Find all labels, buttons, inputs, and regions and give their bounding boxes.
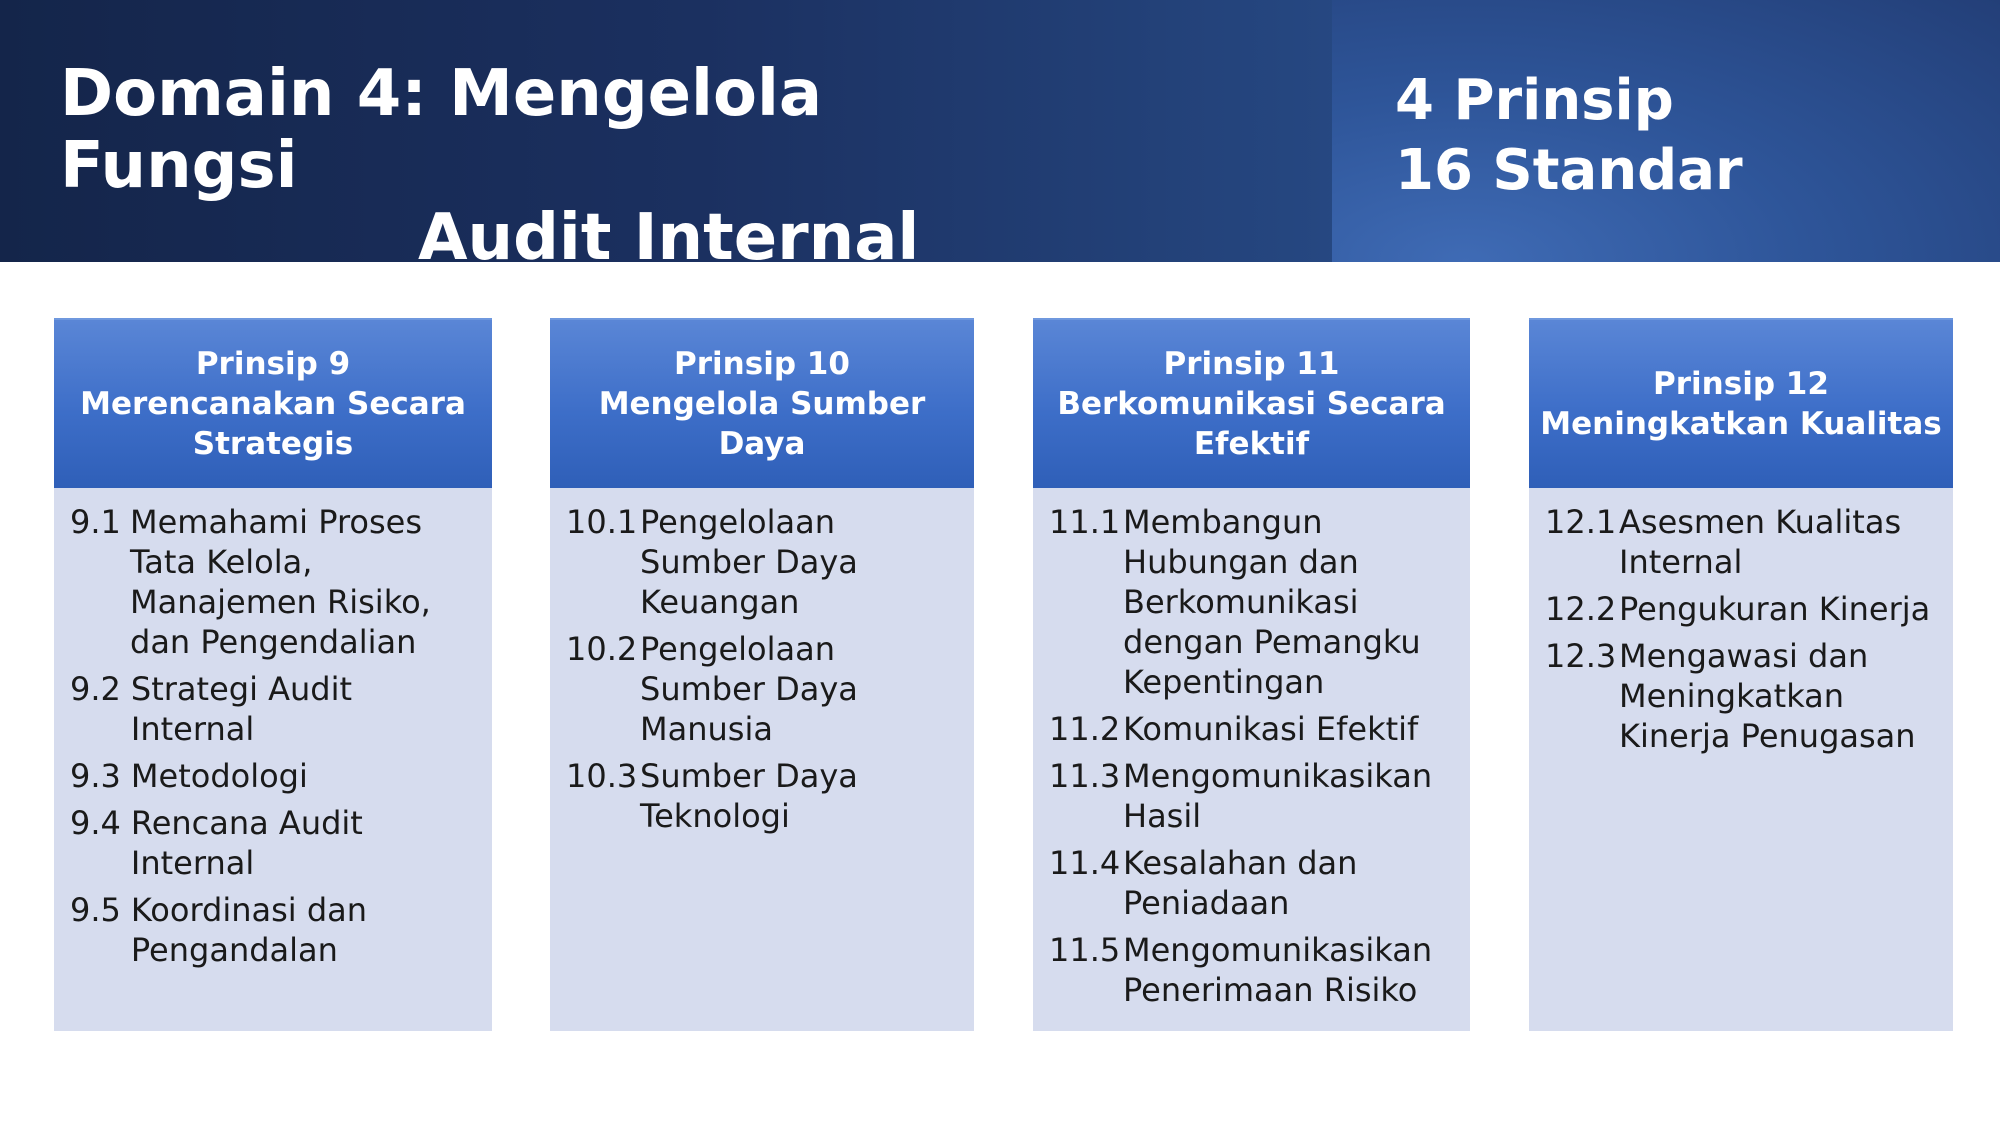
standard-title: Mengawasi dan Meningkatkan Kinerja Penugasan	[1619, 637, 1916, 755]
standard-number: 11.2	[1049, 710, 1121, 748]
standard-number: 9.4	[70, 804, 121, 842]
card-body	[1033, 488, 1470, 1031]
standard-number: 9.3	[70, 757, 121, 795]
card-header	[1529, 318, 1953, 488]
standard-title: Asesmen Kualitas Internal	[1619, 503, 1902, 581]
card-principle-number: Prinsip 10	[674, 346, 850, 382]
card-header	[550, 318, 974, 488]
standard-item	[70, 756, 478, 796]
standard-item	[70, 803, 478, 883]
standard-title: Memahami Proses Tata Kelola, Manajemen Risiko, dan Pengendalian	[130, 503, 431, 661]
card-principle-title: Meningkatkan Kualitas	[1540, 406, 1942, 442]
standard-title: Rencana Audit Internal	[130, 804, 363, 882]
standard-item	[566, 756, 960, 836]
card-principle-title: Berkomunikasi Secara	[1057, 386, 1446, 422]
standard-item	[70, 502, 478, 662]
standard-number: 10.1	[566, 503, 638, 541]
card-principle-title: Merencanakan Secara	[80, 386, 466, 422]
standard-number: 9.5	[70, 891, 121, 929]
slide-title	[60, 58, 1020, 274]
standard-title: Strategi Audit Internal	[130, 670, 353, 748]
standard-item	[566, 502, 960, 622]
standard-item	[566, 629, 960, 749]
standard-title: Metodologi	[130, 757, 308, 795]
principle-count: 4 Prinsip	[1395, 68, 1674, 133]
standard-item	[70, 669, 478, 749]
standard-number: 11.1	[1049, 503, 1121, 541]
card-principle-number: Prinsip 11	[1163, 346, 1340, 382]
standard-title: Pengukuran Kinerja	[1619, 590, 1931, 628]
standard-title: Sumber Daya Teknologi	[640, 757, 858, 835]
standard-title: Pengelolaan Sumber Daya Keuangan	[640, 503, 858, 621]
principle-card-11	[1033, 318, 1470, 1031]
principle-card-9	[54, 318, 492, 1031]
standard-item	[1049, 502, 1456, 702]
standard-number: 11.5	[1049, 931, 1121, 969]
standard-item	[1049, 843, 1456, 923]
card-body	[550, 488, 974, 1031]
standard-number: 10.3	[566, 757, 638, 795]
principle-card-10	[550, 318, 974, 1031]
principle-card-12	[1529, 318, 1953, 1031]
standard-item	[1049, 756, 1456, 836]
standard-item	[1049, 709, 1456, 749]
standard-number: 12.2	[1545, 590, 1617, 628]
standard-title: Pengelolaan Sumber Daya Manusia	[640, 630, 858, 748]
standard-title: Komunikasi Efektif	[1123, 710, 1419, 748]
standard-item	[1545, 589, 1939, 629]
standard-number: 9.2	[70, 670, 121, 708]
card-principle-title-cont: Strategis	[192, 426, 354, 462]
standard-title: Membangun Hubungan dan Berkomunikasi dengan Pemangku Kepentingan	[1123, 503, 1421, 701]
slide-header	[0, 0, 2000, 275]
standard-title: Kesalahan dan Peniadaan	[1123, 844, 1358, 922]
standard-number: 11.4	[1049, 844, 1121, 882]
standard-number: 9.1	[70, 503, 121, 541]
standard-number: 10.2	[566, 630, 638, 668]
standard-item	[1545, 636, 1939, 756]
card-header	[1033, 318, 1470, 488]
card-body	[1529, 488, 1953, 1031]
standard-item	[1545, 502, 1939, 582]
standard-item	[70, 890, 478, 970]
standard-title: Mengomunikasikan Hasil	[1123, 757, 1433, 835]
standard-title: Mengomunikasikan Penerimaan Risiko	[1123, 931, 1433, 1009]
slide-title-line1: Domain 4: Mengelola Fungsi	[60, 57, 823, 203]
standard-number: 12.3	[1545, 637, 1617, 675]
standard-number: 11.3	[1049, 757, 1121, 795]
standard-count: 16 Standar	[1395, 138, 1743, 203]
domain-counts	[1395, 66, 1955, 206]
card-principle-title-cont: Efektif	[1193, 426, 1310, 462]
card-principle-number: Prinsip 9	[195, 346, 351, 382]
card-body	[54, 488, 492, 1031]
slide-title-line2: Audit Internal	[418, 201, 920, 275]
card-header	[54, 318, 492, 488]
card-principle-number: Prinsip 12	[1653, 366, 1829, 402]
standard-title: Koordinasi dan Pengandalan	[130, 891, 368, 969]
standard-item	[1049, 930, 1456, 1010]
standard-number: 12.1	[1545, 503, 1617, 541]
card-principle-title: Mengelola Sumber Daya	[598, 386, 926, 462]
